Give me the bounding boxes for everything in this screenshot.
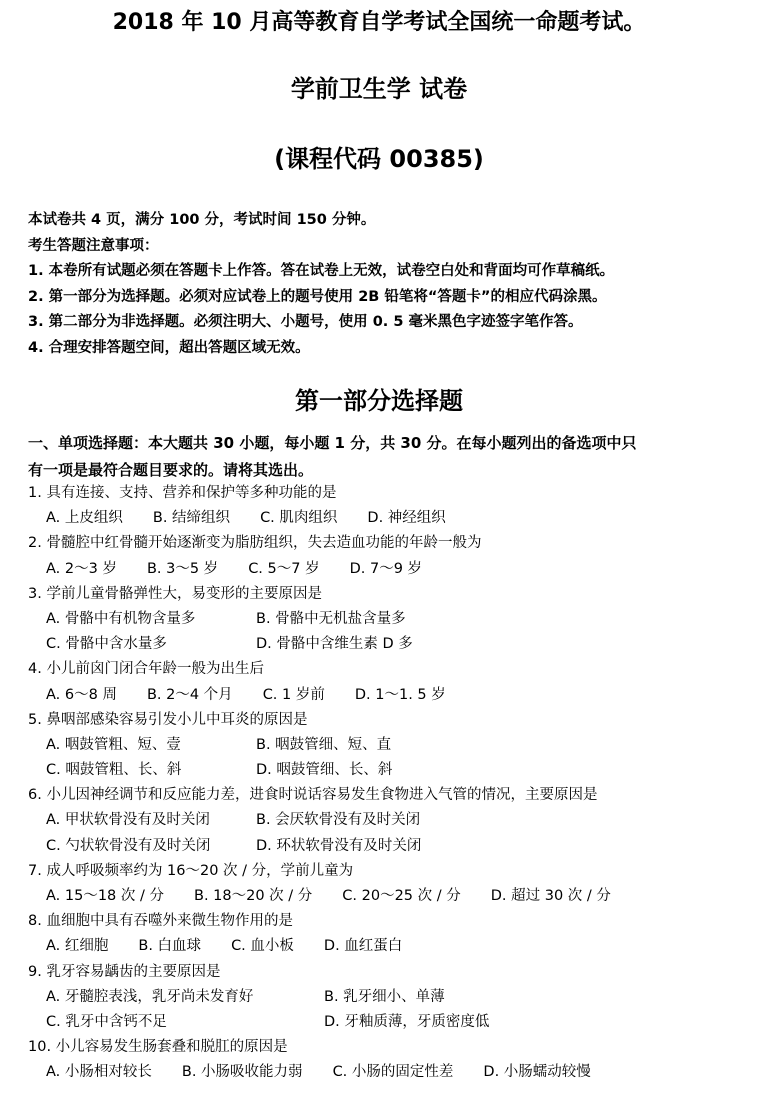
option: C. 1 岁前: [262, 686, 325, 703]
option: B. 小肠吸收能力弱: [181, 1064, 303, 1081]
option: B. 乳牙细小、单薄: [324, 988, 445, 1005]
option-row: [28, 985, 748, 1010]
question-stem: 6. 小儿因神经调节和反应能力差，进食时说话容易发生食物进入气管的情况，主要原因是: [28, 787, 598, 804]
option-row: [28, 733, 748, 758]
option-row: [28, 683, 748, 708]
section-intro-line: 有一项是最符合题目要求的。请将其选出。: [28, 461, 314, 479]
option: B. 结缔组织: [152, 510, 231, 527]
option: A. 15～18 次 / 分: [46, 888, 164, 904]
question-stem: 1. 具有连接、支持、营养和保护等多种功能的是: [28, 485, 337, 501]
option: D. 7～9 岁: [349, 560, 423, 577]
question-stem: 10. 小儿容易发生肠套叠和脱肛的原因是: [28, 1039, 288, 1056]
option: C. 血小板: [231, 938, 294, 955]
option: A. 红细胞: [46, 938, 109, 955]
option: C. 肌肉组织: [260, 510, 338, 527]
option-row: [28, 506, 748, 531]
question-list: [28, 481, 748, 1086]
option: D. 骨骼中含维生素 D 多: [256, 636, 413, 653]
option: A. 牙髓腔表浅，乳牙尚未发育好: [46, 988, 254, 1005]
instruction-line: 4. 合理安排答题空间，超出答题区域无效。: [28, 339, 310, 356]
option: C. 5～7 岁: [248, 560, 320, 577]
option: D. 神经组织: [367, 510, 446, 527]
option-row: [28, 808, 748, 833]
option: A. 小肠相对较长: [46, 1064, 152, 1081]
question-stem: 9. 乳牙容易龋齿的主要原因是: [28, 963, 221, 980]
option: D. 牙釉质薄，牙质密度低: [324, 1013, 490, 1030]
instruction-line: 3. 第二部分为非选择题。必须注明大、小题号，使用 0. 5 毫米黑色字迹签字笔作答。: [28, 314, 583, 330]
instruction-line: 1. 本卷所有试题必须在答题卡上作答。答在试卷上无效，试卷空白处和背面均可作草稿纸。: [28, 263, 615, 279]
instruction-line: 2. 第一部分为选择题。必须对应试卷上的题号使用 2B 铅笔将“答题卡”的相应代码涂黑。: [28, 288, 607, 305]
question-stem: 4. 小儿前囟门闭合年龄一般为出生后: [28, 661, 264, 678]
option: B. 2～4 个月: [146, 686, 233, 703]
option: D. 超过 30 次 / 分: [490, 888, 611, 904]
section-intro: [28, 430, 748, 484]
option-row: [28, 1010, 748, 1035]
section-title: 第一部分选择题: [295, 386, 463, 415]
option: D. 环状软骨没有及时关闭: [256, 837, 422, 854]
option: D. 1～1. 5 岁: [354, 686, 446, 703]
option-row: [28, 632, 748, 657]
question-stem: 8. 血细胞中具有吞噬外来微生物作用的是: [28, 913, 293, 930]
option: C. 20～25 次 / 分: [342, 888, 461, 904]
option: C. 咽鼓管粗、长、斜: [46, 762, 182, 779]
option-row: [28, 1060, 748, 1085]
option: D. 小肠蠕动较慢: [483, 1064, 591, 1081]
option: B. 咽鼓管细、短、直: [256, 736, 392, 753]
option-row: [28, 834, 748, 859]
option: A. 甲状软骨没有及时关闭: [46, 812, 210, 829]
option-row: [28, 884, 748, 909]
exam-header-title: 2018 年 10 月高等教育自学考试全国统一命题考试。: [112, 10, 646, 35]
question-stem: 3. 学前儿童骨骼弹性大，易变形的主要原因是: [28, 585, 322, 602]
option: D. 咽鼓管细、长、斜: [256, 762, 393, 779]
option-row: [28, 934, 748, 959]
exam-instructions: [28, 208, 748, 361]
option-row: [28, 758, 748, 783]
instruction-line: 考生答题注意事项：: [28, 237, 159, 254]
option: A. 6～8 周: [46, 686, 117, 703]
section-intro-line: 一、单项选择题：本大题共 30 小题，每小题 1 分，共 30 分。在每小题列出的备选项中只: [28, 434, 637, 452]
option: B. 3～5 岁: [146, 560, 219, 577]
option: B. 骨骼中无机盐含量多: [256, 610, 406, 627]
option: C. 勺状软骨没有及时关闭: [46, 837, 211, 854]
question-stem: 5. 鼻咽部感染容易引发小儿中耳炎的原因是: [28, 711, 308, 728]
option: C. 乳牙中含钙不足: [46, 1013, 167, 1030]
option: C. 小肠的固定性差: [332, 1064, 454, 1081]
option: B. 白血球: [138, 938, 202, 955]
subject-title: 学前卫生学 试卷: [290, 75, 468, 103]
question-stem: 7. 成人呼吸频率约为 16～20 次 / 分，学前儿童为: [28, 862, 354, 879]
question-stem: 2. 骨髓腔中红骨髓开始逐渐变为脂肪组织，失去造血功能的年龄一般为: [28, 535, 482, 552]
option-row: [28, 607, 748, 632]
option: D. 血红蛋白: [323, 938, 403, 955]
option: B. 18～20 次 / 分: [194, 888, 313, 904]
option: B. 会厌软骨没有及时关闭: [256, 812, 421, 829]
option: A. 上皮组织: [46, 510, 123, 527]
option: C. 骨骼中含水量多: [46, 636, 167, 653]
option: A. 2～3 岁: [46, 560, 117, 577]
course-code-title: (课程代码 00385): [274, 145, 484, 173]
option: A. 骨骼中有机物含量多: [46, 610, 196, 627]
option-row: [28, 557, 748, 582]
instruction-line: 本试卷共 4 页，满分 100 分，考试时间 150 分钟。: [28, 212, 376, 228]
option: A. 咽鼓管粗、短、壹: [46, 736, 181, 753]
